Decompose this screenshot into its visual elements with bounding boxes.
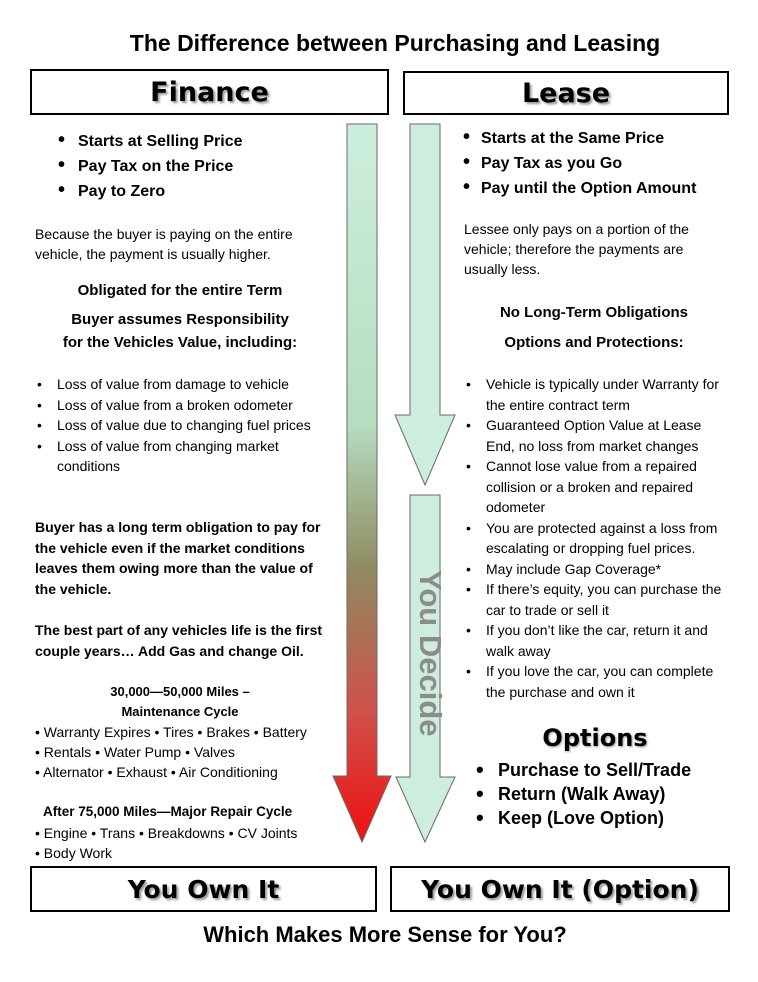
- maintenance-items-row3: • Alternator • Exhaust • Air Conditioning: [35, 764, 278, 780]
- finance-heading: Finance: [30, 69, 389, 115]
- list-item: • If you love the car, you can complete the purchase and own it: [464, 661, 734, 702]
- options-heading: Options: [542, 724, 648, 752]
- lease-bullet-list: [455, 126, 745, 201]
- major-repair-row2: • Body Work: [35, 845, 112, 861]
- list-item: • Starts at the Same Price: [455, 126, 745, 151]
- finance-arrow: [333, 124, 391, 842]
- list-item: • If you don’t like the car, return it and walk away: [464, 620, 734, 661]
- lease-no-obligations: No Long-Term Obligations: [499, 304, 689, 321]
- finance-paragraph-obligation: Buyer has a long term obligation to pay for the vehicle even if the market conditions leaves them owing more than the value of the vehicle.: [35, 519, 321, 597]
- list-item: • May include Gap Coverage*: [464, 559, 734, 580]
- finance-bullet-list: [50, 129, 330, 204]
- maintenance-items-row1: • Warranty Expires • Tires • Brakes • Battery: [35, 724, 307, 740]
- finance-paragraph-payment: Because the buyer is paying on the entire vehicle, the payment is usually higher.: [35, 226, 293, 262]
- finance-assumes-line1: Buyer assumes Responsibility: [71, 311, 289, 328]
- finance-assumes-line2: for the Vehicles Value, including:: [62, 334, 298, 351]
- list-item: • Pay until the Option Amount: [455, 176, 745, 201]
- list-item: • Starts at Selling Price: [50, 129, 330, 154]
- lease-options-protections: Options and Protections:: [504, 334, 684, 351]
- lease-heading: Lease: [403, 71, 729, 115]
- list-item: • Pay Tax on the Price: [50, 154, 330, 179]
- list-item: • Cannot lose value from a repaired collision or a broken and repaired odometer: [464, 456, 734, 518]
- footer-question: Which Makes More Sense for You?: [203, 922, 567, 947]
- maintenance-cycle-title: [35, 682, 325, 722]
- list-item: • Guaranteed Option Value at Lease End, no loss from market changes: [464, 415, 734, 456]
- maintenance-items-row2: • Rentals • Water Pump • Valves: [35, 744, 235, 760]
- list-item: • Loss of value from a broken odometer: [35, 395, 325, 416]
- finance-obligated: Obligated for the entire Term: [77, 282, 283, 299]
- lease-protection-list: [464, 374, 734, 702]
- lease-arrow-top: [395, 124, 455, 485]
- major-repair-items: [35, 823, 335, 863]
- finance-loss-list: [35, 374, 325, 477]
- list-item: • Pay to Zero: [50, 179, 330, 204]
- lease-paragraph-payment: Lessee only pays on a portion of the vehicle; therefore the payments are usually less.: [464, 221, 689, 277]
- major-repair-title: After 75,000 Miles—Major Repair Cycle: [43, 804, 293, 819]
- page-title: The Difference between Purchasing and Leasing: [129, 30, 661, 56]
- list-item: • Return (Walk Away): [474, 782, 734, 806]
- lease-outcome-box: You Own It (Option): [390, 866, 730, 912]
- maintenance-cycle-line2: Maintenance Cycle: [121, 704, 239, 719]
- maintenance-cycle-line1: 30,000—50,000 Miles –: [110, 684, 250, 699]
- list-item: • Purchase to Sell/Trade: [474, 758, 734, 782]
- maintenance-cycle-items: [35, 722, 335, 782]
- finance-paragraph-best-part: The best part of any vehicles life is the first couple years… Add Gas and change Oil.: [35, 622, 323, 659]
- list-item: • If there’s equity, you can purchase the car to trade or sell it: [464, 579, 734, 620]
- finance-outcome-box: You Own It: [30, 866, 377, 912]
- list-item: • Loss of value due to changing fuel prices: [35, 415, 325, 436]
- list-item: • You are protected against a loss from escalating or dropping fuel prices.: [464, 518, 734, 559]
- list-item: • Loss of value from changing market conditions: [35, 436, 325, 477]
- list-item: • Pay Tax as you Go: [455, 151, 745, 176]
- you-decide-label: You Decide: [413, 570, 448, 737]
- list-item: • Keep (Love Option): [474, 806, 734, 830]
- options-list: [474, 758, 734, 830]
- list-item: • Vehicle is typically under Warranty for the entire contract term: [464, 374, 734, 415]
- list-item: • Loss of value from damage to vehicle: [35, 374, 325, 395]
- major-repair-row1: • Engine • Trans • Breakdowns • CV Joints: [35, 825, 298, 841]
